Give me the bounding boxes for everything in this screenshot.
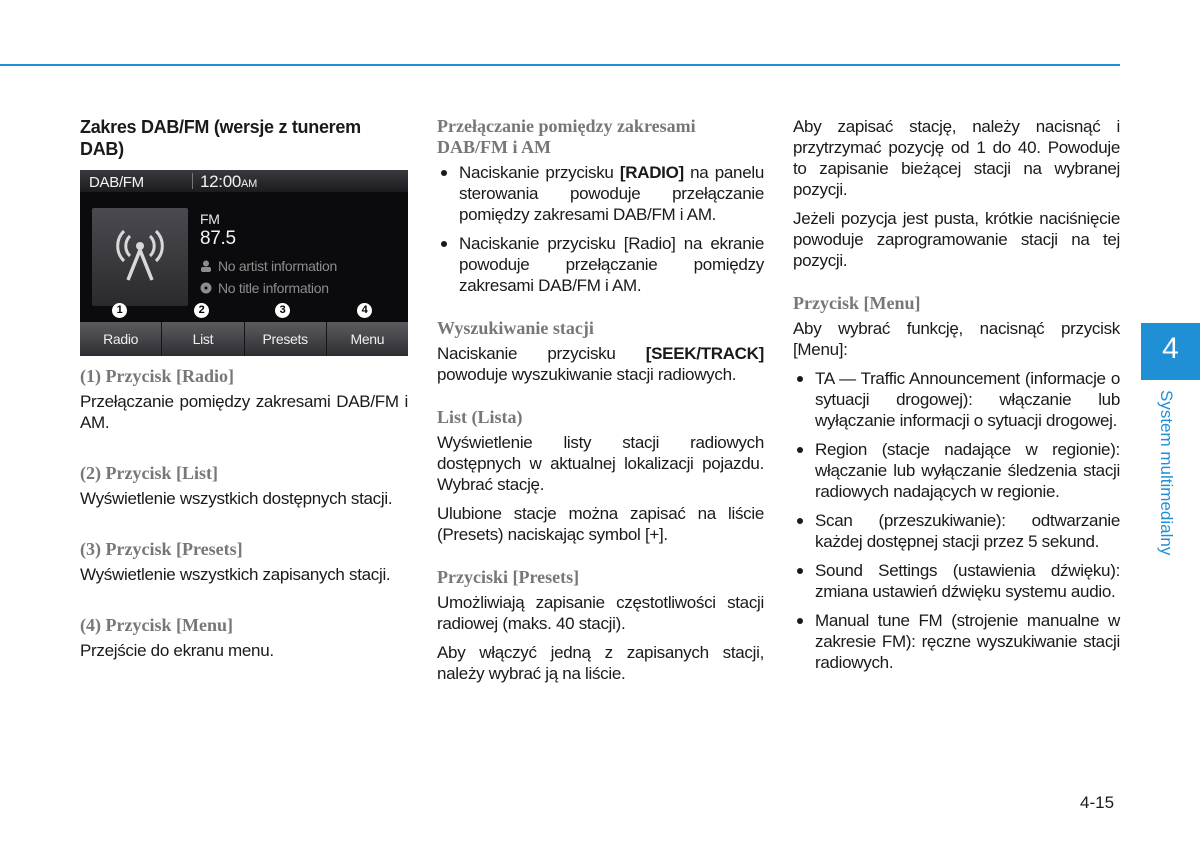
- screen-separator: [192, 173, 193, 189]
- list-item: Manual tune FM (strojenie manualne w zakresie FM): ręczne wyszukiwanie stacji radiowych.: [793, 610, 1120, 673]
- marker-1: 1: [112, 303, 127, 318]
- screen-clock: [200, 171, 257, 195]
- save-text-1: Aby zapisać stację, należy nacisnąć i przytrzymać pozycję od 1 do 40. Powoduje to zapisanie bieżącej stacji na wybranej pozycji.: [793, 117, 1120, 199]
- switch-list: [437, 162, 764, 296]
- screen-button-bar: [80, 322, 408, 356]
- search-heading: Wyszukiwanie stacji: [437, 318, 594, 338]
- list-text-2: Ulubione stacje można zapisać na liście (Presets) naciskając symbol [+].: [437, 504, 764, 544]
- list-item: Naciskanie przycisku [RADIO] na panelu sterowania powoduje przełączanie pomiędzy zakresami DAB/FM i AM.: [437, 162, 764, 225]
- item-heading-radio: (1) Przycisk [Radio]: [80, 366, 234, 386]
- menu-heading: Przycisk [Menu]: [793, 293, 921, 313]
- item-text-radio: Przełączanie pomiędzy zakresami DAB/FM i AM.: [80, 392, 408, 432]
- screen-artist-row: [200, 256, 337, 277]
- radio-broadcast-icon: [116, 230, 164, 282]
- radio-screen-image: [80, 170, 408, 356]
- screen-title-text: No title information: [218, 280, 329, 296]
- top-rule: [0, 64, 1120, 66]
- screen-clock-ampm: AM: [241, 178, 257, 190]
- switch-heading: Przełączanie pomiędzy zakresami DAB/FM i AM: [437, 116, 696, 157]
- screen-artist-text: No artist information: [218, 258, 337, 274]
- list-text-1: Wyświetlenie listy stacji radiowych dostępnych w aktualnej lokalizacji pojazdu. Wybrać stację.: [437, 433, 764, 494]
- menu-list: [793, 368, 1120, 673]
- presets-text-2: Aby włączyć jedną z zapisanych stacji, należy wybrać ją na liście.: [437, 643, 764, 683]
- chapter-tab: [1141, 323, 1200, 380]
- section-title: Zakres DAB/FM (wersje z tunerem DAB): [80, 117, 361, 159]
- album-art: [92, 208, 188, 306]
- marker-3: 3: [275, 303, 290, 318]
- save-text-2: Jeżeli pozycja jest pusta, krótkie naciśnięcie powoduje zaprogramowanie stacji na tej pozycji.: [793, 209, 1120, 270]
- column-2: [437, 116, 764, 692]
- screen-title-row: [200, 278, 329, 299]
- disc-icon: [200, 282, 212, 294]
- person-icon: [200, 260, 212, 272]
- screen-clock-time: 12:00: [200, 172, 242, 191]
- marker-4: 4: [357, 303, 372, 318]
- item-text-presets: Wyświetlenie wszystkich zapisanych stacji.: [80, 565, 391, 584]
- item-heading-menu: (4) Przycisk [Menu]: [80, 615, 233, 635]
- page-number: 4-15: [1080, 793, 1115, 812]
- list-item: TA — Traffic Announcement (informacje o sytuacji drogowej): włączanie lub wyłączanie informacji o sytuacji drogowej.: [793, 368, 1120, 431]
- menu-intro: Aby wybrać funkcję, nacisnąć przycisk [Menu]:: [793, 319, 1120, 359]
- item-heading-presets: (3) Przycisk [Presets]: [80, 539, 243, 559]
- search-text: Naciskanie przycisku [SEEK/TRACK] powoduje wyszukiwanie stacji radiowych.: [437, 344, 764, 384]
- chapter-title: System multimedialny: [1157, 390, 1176, 556]
- list-item: Scan (przeszukiwanie): odtwarzanie każdej dostępnej stacji przez 5 sekund.: [793, 510, 1120, 552]
- presets-text-1: Umożliwiają zapisanie częstotliwości stacji radiowej (maks. 40 stacji).: [437, 593, 764, 633]
- list-button[interactable]: List: [162, 322, 244, 356]
- screen-band-label: DAB/FM: [89, 174, 144, 191]
- presets-heading: Przyciski [Presets]: [437, 567, 580, 587]
- presets-button[interactable]: Presets: [245, 322, 327, 356]
- screen-band-name: FM: [200, 211, 220, 227]
- chapter-number: 4: [1162, 332, 1179, 365]
- list-item: Naciskanie przycisku [Radio] na ekranie powoduje przełączanie pomiędzy zakresami DAB/FM i AM.: [437, 233, 764, 296]
- list-item: Sound Settings (ustawienia dźwięku): zmiana ustawień dźwięku systemu audio.: [793, 560, 1120, 602]
- item-text-list: Wyświetlenie wszystkich dostępnych stacji.: [80, 489, 393, 508]
- item-text-menu: Przejście do ekranu menu.: [80, 641, 274, 660]
- marker-2: 2: [194, 303, 209, 318]
- item-heading-list: (2) Przycisk [List]: [80, 463, 218, 483]
- radio-button[interactable]: Radio: [80, 322, 162, 356]
- menu-button[interactable]: Menu: [327, 322, 408, 356]
- screen-frequency: 87.5: [200, 228, 236, 249]
- list-item: Region (stacje nadające w regionie): włączanie lub wyłączanie śledzenia stacji radiowych nadających w regionie.: [793, 439, 1120, 502]
- column-3: [793, 116, 1120, 681]
- column-1: [80, 116, 408, 669]
- list-heading: List (Lista): [437, 407, 523, 427]
